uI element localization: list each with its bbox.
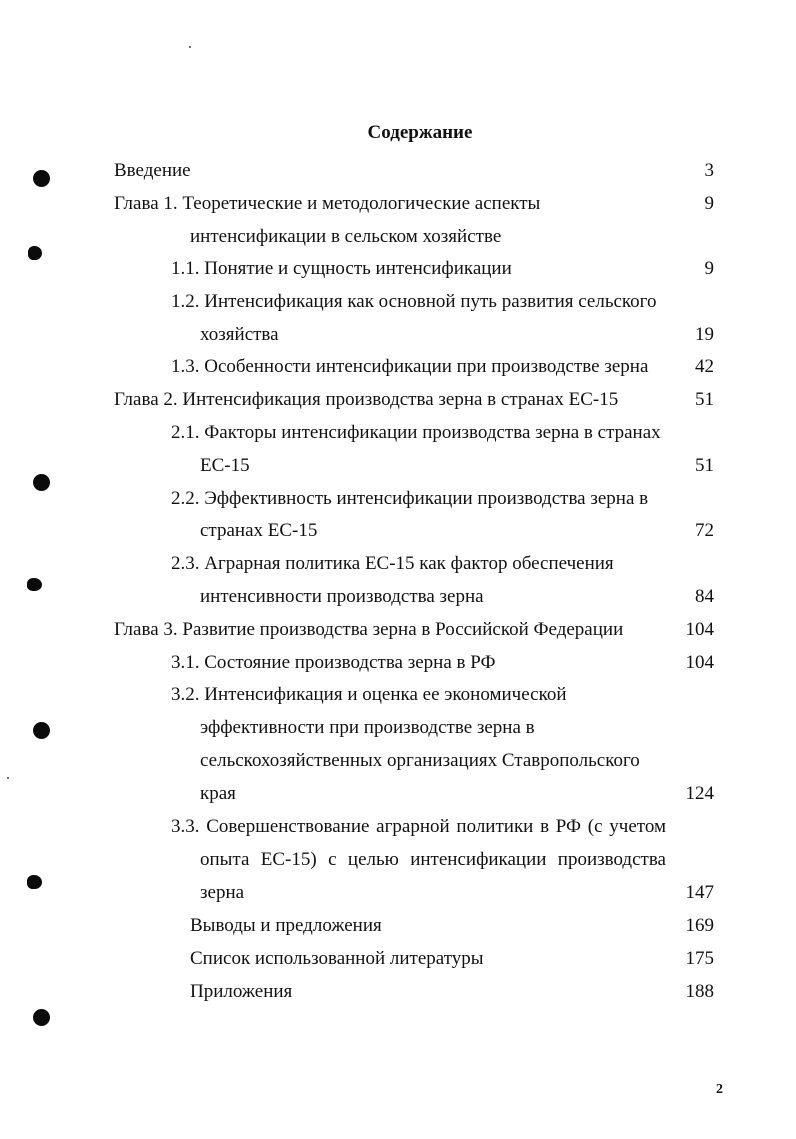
toc-title: Содержание [367, 122, 473, 143]
toc-page-2-3: 84 [695, 586, 714, 607]
toc-entry-3-2: 3.2. Интенсификация и оценка ее экономической [171, 684, 567, 705]
toc-page-chapter-3: 104 [685, 619, 714, 640]
toc-entry-3-2-cont-3: края [200, 783, 236, 804]
toc-entry-intro: Введение [114, 160, 191, 181]
toc-entry-chapter-2: Глава 2. Интенсификация производства зерна в странах ЕС-15 [114, 389, 619, 410]
toc-entry-1-3: 1.3. Особенности интенсификации при производстве зерна [171, 356, 649, 377]
toc-page-1-2: 19 [695, 324, 714, 345]
scan-speck [7, 777, 9, 779]
toc-entry-3-2-cont-2: сельскохозяйственных организациях Ставропольского [200, 750, 640, 771]
toc-entry-1-2-cont: хозяйства [200, 324, 279, 345]
toc-page-conclusions: 169 [685, 915, 714, 936]
toc-page-3-2: 124 [685, 783, 714, 804]
toc-entry-3-3-cont-2: зерна [200, 882, 245, 903]
binder-hole-6 [27, 875, 42, 889]
toc-page-chapter-1: 9 [704, 193, 714, 214]
toc-page-1-1: 9 [704, 258, 714, 279]
toc-entry-3-2-cont-1: эффективности при производстве зерна в [200, 717, 535, 738]
scan-speck [189, 46, 191, 48]
binder-hole-1 [33, 170, 50, 187]
page-number: 2 [716, 1082, 723, 1097]
toc-entry-chapter-3: Глава 3. Развитие производства зерна в Российской Федерации [114, 619, 624, 640]
toc-page-2-1: 51 [695, 455, 714, 476]
toc-page-intro: 3 [704, 160, 714, 181]
toc-page-3-3: 147 [685, 882, 714, 903]
toc-entry-2-1-cont: ЕС-15 [200, 455, 250, 476]
toc-page-1-3: 42 [695, 356, 714, 377]
toc-entry-2-3-cont: интенсивности производства зерна [200, 586, 484, 607]
binder-hole-7 [33, 1009, 50, 1026]
toc-entry-2-2-cont: странах ЕС-15 [200, 520, 318, 541]
toc-entry-1-2: 1.2. Интенсификация как основной путь развития сельского [171, 291, 657, 312]
toc-entry-2-1: 2.1. Факторы интенсификации производства зерна в странах [171, 422, 661, 443]
toc-entry-3-1: 3.1. Состояние производства зерна в РФ [171, 652, 496, 673]
toc-entry-appendices: Приложения [190, 981, 293, 1002]
toc-page-2-2: 72 [695, 520, 714, 541]
toc-entry-2-2: 2.2. Эффективность интенсификации производства зерна в [171, 488, 649, 509]
toc-entry-3-3: 3.3. Совершенствование аграрной политики в РФ (с учетом [171, 816, 666, 837]
binder-hole-2 [28, 246, 42, 260]
toc-entry-3-3-cont-1: опыта ЕС-15) с целью интенсификации производства [200, 849, 666, 870]
toc-page-chapter-2: 51 [695, 389, 714, 410]
toc-entry-conclusions: Выводы и предложения [190, 915, 382, 936]
toc-entry-references: Список использованной литературы [190, 948, 484, 969]
toc-entry-1-1: 1.1. Понятие и сущность интенсификации [171, 258, 512, 279]
toc-entry-chapter-1: Глава 1. Теоретические и методологические аспекты [114, 193, 541, 214]
toc-page-references: 175 [685, 948, 714, 969]
toc-page-appendices: 188 [685, 981, 714, 1002]
binder-hole-4 [27, 578, 42, 591]
toc-page-3-1: 104 [685, 652, 714, 673]
binder-hole-5 [33, 722, 50, 739]
toc-entry-chapter-1-cont: интенсификации в сельском хозяйстве [190, 226, 502, 247]
binder-hole-3 [33, 474, 50, 491]
toc-entry-2-3: 2.3. Аграрная политика ЕС-15 как фактор обеспечения [171, 553, 614, 574]
